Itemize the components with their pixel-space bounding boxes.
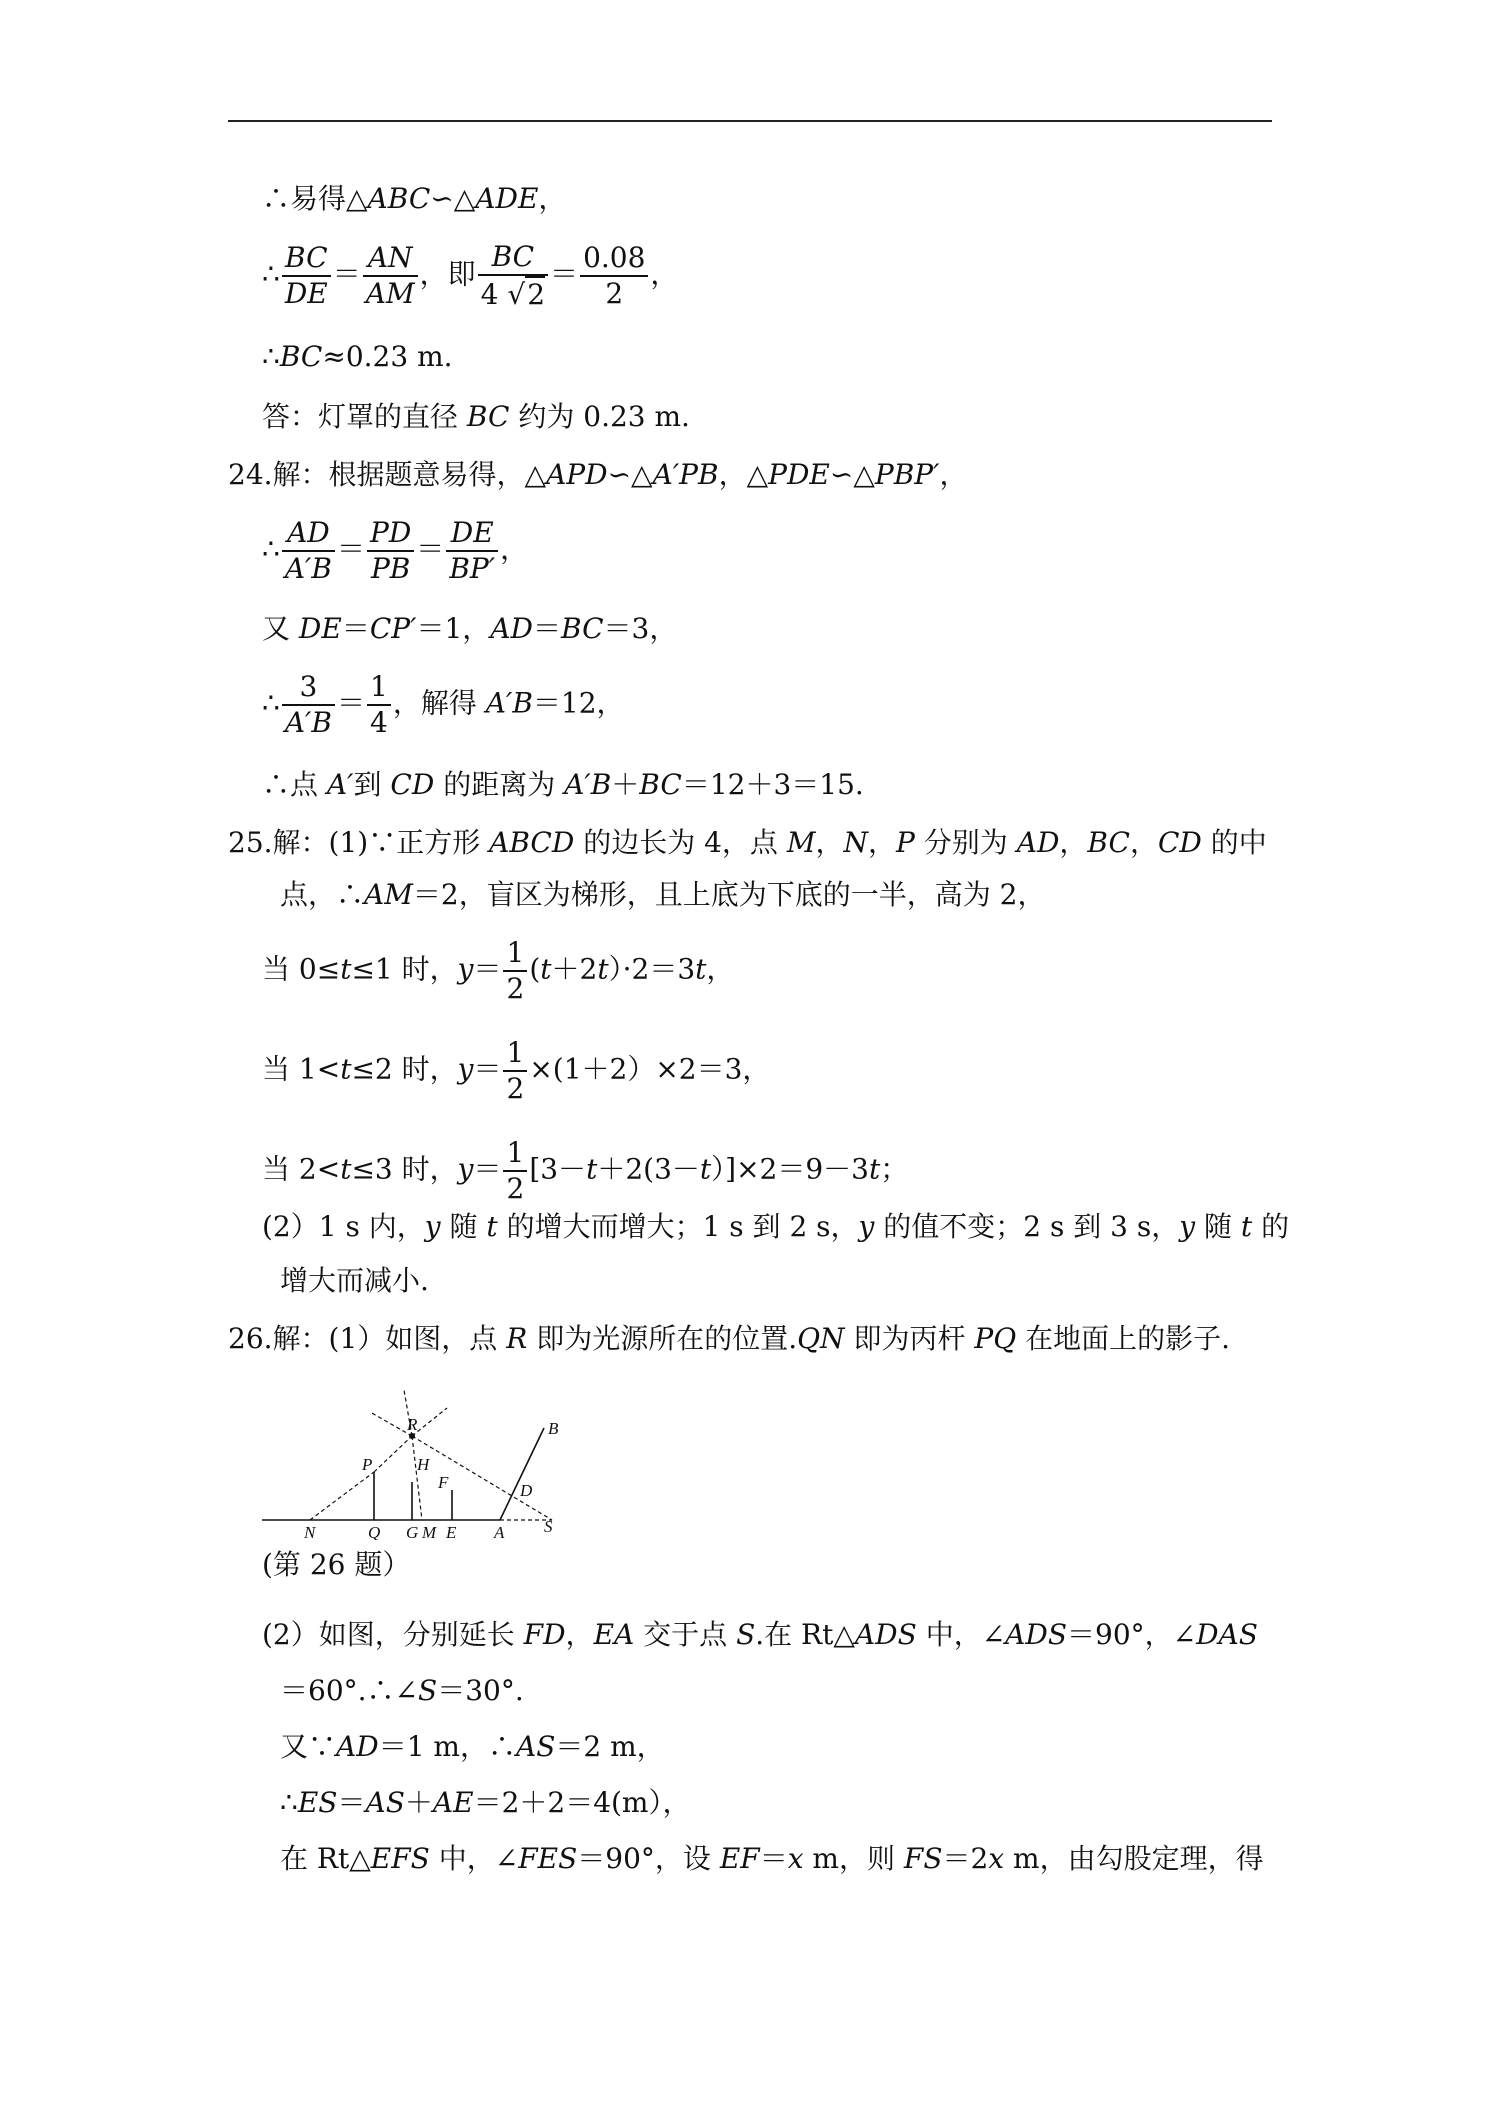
text: ＋2 bbox=[551, 952, 598, 986]
line-17 bbox=[228, 1322, 1230, 1356]
text: ABCD bbox=[489, 826, 575, 859]
line-22 bbox=[280, 1842, 1264, 1876]
denominator: 2 bbox=[605, 277, 624, 310]
text: y bbox=[457, 1152, 474, 1186]
text: ＝90°，设 bbox=[577, 1842, 711, 1875]
denominator: DE bbox=[284, 277, 328, 310]
text: ≤3 时， bbox=[351, 1152, 458, 1186]
denominator: A′B bbox=[284, 552, 332, 585]
text: ∴ bbox=[262, 532, 280, 566]
text: x bbox=[988, 1842, 1005, 1875]
text: ）·2＝3 bbox=[608, 952, 696, 986]
line-12 bbox=[262, 936, 734, 1006]
denominator: 2 bbox=[506, 972, 525, 1005]
text: ＝ bbox=[416, 532, 445, 566]
text: M bbox=[786, 826, 816, 859]
label-A: A bbox=[494, 1523, 505, 1540]
label-F: F bbox=[438, 1473, 449, 1492]
text: 的 bbox=[1261, 1210, 1290, 1243]
text: BC bbox=[639, 768, 682, 801]
text: ＋ bbox=[611, 768, 640, 801]
text: ＝1， bbox=[416, 612, 491, 645]
text: AS bbox=[515, 1730, 556, 1763]
text: ＝ bbox=[337, 1786, 366, 1819]
text: t bbox=[540, 952, 552, 986]
text: AE bbox=[432, 1786, 474, 1819]
text: t bbox=[699, 1152, 712, 1186]
label-M: M bbox=[422, 1523, 437, 1540]
text: 中，∠ bbox=[925, 1618, 1006, 1651]
text: BC bbox=[279, 340, 323, 373]
text: t bbox=[1240, 1210, 1253, 1243]
text: ADS bbox=[854, 1618, 917, 1651]
text: S bbox=[736, 1618, 756, 1651]
text: AD bbox=[490, 612, 533, 645]
text: ， bbox=[815, 826, 844, 859]
label-S: S bbox=[544, 1517, 553, 1536]
text: ＝2 bbox=[942, 1842, 989, 1875]
numerator: 1 bbox=[503, 1136, 527, 1172]
text: ）]×2＝9－3 bbox=[711, 1152, 869, 1186]
text: ＝3， bbox=[603, 612, 678, 645]
text: y bbox=[1179, 1210, 1196, 1243]
text: 点，∴ bbox=[280, 878, 365, 911]
text: 当 2< bbox=[262, 1152, 341, 1186]
text: CD bbox=[390, 768, 435, 801]
text: 中，∠ bbox=[438, 1842, 519, 1875]
text: ＝ bbox=[336, 686, 365, 720]
text: BC bbox=[560, 612, 604, 645]
text: ＝ bbox=[532, 612, 561, 645]
fraction bbox=[478, 240, 548, 312]
line-11 bbox=[280, 878, 1045, 912]
line-2 bbox=[262, 240, 678, 312]
text: DAS bbox=[1196, 1618, 1258, 1651]
text: AS bbox=[365, 1786, 405, 1819]
text: t bbox=[695, 952, 707, 986]
text: m，则 bbox=[812, 1842, 895, 1875]
label-B: B bbox=[548, 1419, 559, 1438]
numerator: 0.08 bbox=[580, 241, 648, 277]
text: 当 0≤ bbox=[262, 952, 341, 986]
text: x bbox=[787, 1842, 804, 1875]
text: PDE bbox=[768, 458, 830, 491]
denominator: 2 bbox=[506, 1072, 525, 1105]
text: ； bbox=[880, 1152, 909, 1186]
fraction bbox=[503, 936, 527, 1006]
line-5 bbox=[228, 458, 968, 492]
text: AD bbox=[336, 1730, 379, 1763]
text: 的值不变；2 s 到 3 s， bbox=[883, 1210, 1180, 1243]
line-1 bbox=[262, 182, 566, 216]
text: ＝ bbox=[473, 952, 502, 986]
fraction bbox=[282, 241, 331, 311]
text: 25.解：(1)∵正方形 bbox=[228, 826, 481, 859]
text: ＝1 m，∴ bbox=[378, 1730, 516, 1763]
numerator: AD bbox=[282, 516, 335, 552]
text: ＋2(3－ bbox=[597, 1152, 700, 1186]
denominator: A′B bbox=[284, 706, 332, 739]
text: ∴ bbox=[280, 1786, 298, 1819]
text: ＝2＋2＝4(m）， bbox=[473, 1786, 691, 1819]
text: y bbox=[457, 952, 474, 986]
numerator: 1 bbox=[503, 1036, 527, 1072]
text: ＋ bbox=[404, 1786, 433, 1819]
line-18 bbox=[262, 1618, 1258, 1652]
text: APD bbox=[546, 458, 608, 491]
text: 随 bbox=[1204, 1210, 1233, 1243]
label-P: P bbox=[362, 1455, 373, 1474]
text: 约为 0.23 m. bbox=[518, 400, 690, 433]
text: ADE bbox=[475, 182, 539, 215]
text: ＝ bbox=[473, 1152, 502, 1186]
label-N: N bbox=[304, 1523, 316, 1540]
text: ＝ bbox=[341, 612, 370, 645]
text: S bbox=[418, 1674, 438, 1707]
text: A′ bbox=[326, 768, 354, 801]
fraction bbox=[363, 241, 418, 311]
fraction bbox=[282, 670, 335, 740]
text: ， bbox=[939, 458, 968, 491]
text: ＝ bbox=[473, 1052, 502, 1086]
text: ∴易得△ bbox=[262, 182, 368, 215]
text: A′B bbox=[485, 686, 533, 720]
text: BC bbox=[466, 400, 510, 433]
label-D: D bbox=[520, 1481, 533, 1500]
text: ＝ bbox=[332, 257, 361, 291]
line-6 bbox=[262, 516, 528, 586]
header-rule bbox=[228, 120, 1272, 122]
text: P bbox=[896, 826, 915, 859]
text: ， bbox=[706, 952, 735, 986]
text: AM bbox=[364, 878, 413, 911]
denominator: 4 √2 bbox=[480, 278, 546, 311]
text: m，由勾股定理，得 bbox=[1013, 1842, 1264, 1875]
text: y bbox=[457, 1052, 474, 1086]
line-19 bbox=[280, 1674, 524, 1708]
text: FES bbox=[518, 1842, 578, 1875]
text: t bbox=[586, 1152, 598, 1186]
text: A′PB bbox=[652, 458, 719, 491]
text: ＝ bbox=[550, 257, 579, 291]
text: 的增大而增大；1 s 到 2 s， bbox=[506, 1210, 859, 1243]
ray-RS bbox=[412, 1436, 552, 1520]
text: FS bbox=[903, 1842, 943, 1875]
text: ∴ bbox=[262, 257, 280, 291]
ray-R-up-left bbox=[370, 1412, 412, 1436]
text: 又∵ bbox=[280, 1730, 337, 1763]
fraction bbox=[580, 241, 648, 311]
text: 26.解：(1）如图，点 bbox=[228, 1322, 498, 1355]
numerator: AN bbox=[363, 241, 418, 277]
text: t bbox=[869, 1152, 881, 1186]
text: 24.解：根据题意易得，△ bbox=[228, 458, 547, 491]
line-7 bbox=[262, 612, 677, 646]
figure-caption bbox=[262, 1548, 410, 1582]
text: y bbox=[858, 1210, 875, 1243]
ray-PR bbox=[374, 1436, 412, 1472]
text: DE bbox=[298, 612, 342, 645]
line-4 bbox=[262, 400, 690, 434]
text: t bbox=[486, 1210, 498, 1243]
line-21 bbox=[280, 1786, 690, 1820]
text: 的中 bbox=[1210, 826, 1267, 859]
text: 的距离为 bbox=[443, 768, 556, 801]
text: ∽△ bbox=[829, 458, 875, 491]
line-8 bbox=[262, 670, 625, 740]
text: ≤2 时， bbox=[351, 1052, 458, 1086]
ramp-AB bbox=[500, 1428, 544, 1520]
figure-26 bbox=[262, 1390, 582, 1540]
text: ， bbox=[1059, 826, 1088, 859]
text: ＝30°. bbox=[437, 1674, 524, 1707]
text: ∴点 bbox=[262, 768, 319, 801]
text: ， bbox=[565, 1618, 594, 1651]
denominator: 2 bbox=[506, 1172, 525, 1205]
line-15 bbox=[262, 1210, 1289, 1244]
text: ＝90°，∠ bbox=[1067, 1618, 1197, 1651]
text: (2）如图，分别延长 bbox=[262, 1618, 515, 1651]
text: ＝2，盲区为梯形，且上底为下底的一半，高为 2， bbox=[412, 878, 1046, 911]
denominator: 4 bbox=[370, 706, 388, 739]
text: ，解得 bbox=[392, 686, 477, 720]
text: ＝12， bbox=[532, 686, 625, 720]
text: A′B bbox=[564, 768, 612, 801]
text: ES bbox=[297, 1786, 338, 1819]
text: 在 Rt△ bbox=[280, 1842, 371, 1875]
text: EFS bbox=[370, 1842, 430, 1875]
text: EF bbox=[719, 1842, 760, 1875]
text: N bbox=[843, 826, 869, 859]
label-H: H bbox=[417, 1455, 430, 1474]
text: 当 1< bbox=[262, 1052, 341, 1086]
fraction bbox=[367, 516, 414, 586]
text: R bbox=[506, 1322, 528, 1355]
text: ＝ bbox=[336, 532, 365, 566]
text: ＝ bbox=[759, 1842, 788, 1875]
fraction bbox=[367, 670, 391, 740]
numerator: BC bbox=[282, 241, 331, 277]
text: ＝60°.∴∠ bbox=[280, 1674, 418, 1707]
numerator: PD bbox=[367, 516, 414, 552]
text: ∽△ bbox=[430, 182, 476, 215]
text: EA bbox=[593, 1618, 635, 1651]
text: ， bbox=[650, 257, 679, 291]
fraction bbox=[503, 1136, 527, 1206]
denominator: BP′ bbox=[449, 552, 496, 585]
label-G: G bbox=[406, 1523, 419, 1540]
text: ABC bbox=[367, 182, 431, 215]
text: 的边长为 4，点 bbox=[583, 826, 778, 859]
denominator: PB bbox=[370, 552, 411, 585]
text: 即为丙杆 bbox=[853, 1322, 966, 1355]
text: (2）1 s 内， bbox=[262, 1210, 425, 1243]
text: ， bbox=[500, 532, 529, 566]
line-13 bbox=[262, 1036, 770, 1106]
line-14 bbox=[262, 1136, 908, 1206]
line-9 bbox=[262, 768, 864, 802]
label-Q: Q bbox=[368, 1523, 381, 1540]
text: ∴ bbox=[262, 686, 280, 720]
numerator: 3 bbox=[282, 670, 335, 706]
label-E: E bbox=[446, 1523, 457, 1540]
text: ，即 bbox=[419, 257, 476, 291]
text: ×(1＋2）×2＝3， bbox=[529, 1052, 771, 1086]
text: t bbox=[340, 952, 352, 986]
fraction bbox=[503, 1036, 527, 1106]
dashed-lines bbox=[310, 1390, 552, 1520]
line-16 bbox=[280, 1264, 429, 1298]
text: y bbox=[424, 1210, 441, 1243]
text: FD bbox=[523, 1618, 566, 1651]
text: ( bbox=[529, 952, 541, 986]
ray-NP bbox=[310, 1472, 374, 1520]
text: ∴ bbox=[262, 340, 280, 373]
text: 又 bbox=[262, 612, 291, 645]
numerator: BC bbox=[478, 240, 548, 276]
numerator: 1 bbox=[503, 936, 527, 972]
radicand: 2 bbox=[527, 278, 546, 311]
text: 分别为 bbox=[923, 826, 1008, 859]
line-10 bbox=[228, 826, 1267, 860]
text: ∽△ bbox=[607, 458, 653, 491]
text: .在 Rt△ bbox=[755, 1618, 855, 1651]
text: 在地面上的影子. bbox=[1025, 1322, 1230, 1355]
text: BC bbox=[1087, 826, 1130, 859]
text: 增大而减小. bbox=[280, 1264, 429, 1297]
ray-RM bbox=[412, 1436, 422, 1520]
text: CD bbox=[1157, 826, 1202, 859]
text: QN bbox=[797, 1322, 845, 1355]
text: t bbox=[340, 1052, 352, 1086]
text: [3－ bbox=[529, 1152, 587, 1186]
text: ADS bbox=[1005, 1618, 1068, 1651]
line-20 bbox=[280, 1730, 665, 1764]
line-3 bbox=[262, 340, 453, 374]
label-R: R bbox=[407, 1415, 418, 1434]
text: ≤1 时， bbox=[351, 952, 458, 986]
numerator: 1 bbox=[367, 670, 391, 706]
text: ， bbox=[868, 826, 897, 859]
text: t bbox=[597, 952, 609, 986]
text: t bbox=[340, 1152, 352, 1186]
text: ≈0.23 m. bbox=[322, 340, 453, 373]
denominator: AM bbox=[365, 277, 415, 310]
text: PBP′ bbox=[874, 458, 940, 491]
text: 交于点 bbox=[643, 1618, 728, 1651]
text: 4 bbox=[480, 278, 499, 311]
text: ＝12＋3＝15. bbox=[681, 768, 864, 801]
text: ＝2 m， bbox=[555, 1730, 665, 1763]
text: 即为光源所在的位置. bbox=[536, 1322, 798, 1355]
solid-lines bbox=[262, 1428, 544, 1520]
text: AD bbox=[1016, 826, 1060, 859]
fraction bbox=[282, 516, 335, 586]
text: ， bbox=[1129, 826, 1158, 859]
text: 到 bbox=[353, 768, 382, 801]
text: PQ bbox=[974, 1322, 1017, 1355]
text: 答：灯罩的直径 bbox=[262, 400, 459, 433]
numerator: DE bbox=[446, 516, 498, 552]
text: (第 26 题） bbox=[262, 1548, 411, 1581]
text: ， bbox=[538, 182, 567, 215]
text: ，△ bbox=[718, 458, 769, 491]
fraction bbox=[446, 516, 498, 586]
text: CP′ bbox=[369, 612, 417, 645]
text: 随 bbox=[449, 1210, 478, 1243]
